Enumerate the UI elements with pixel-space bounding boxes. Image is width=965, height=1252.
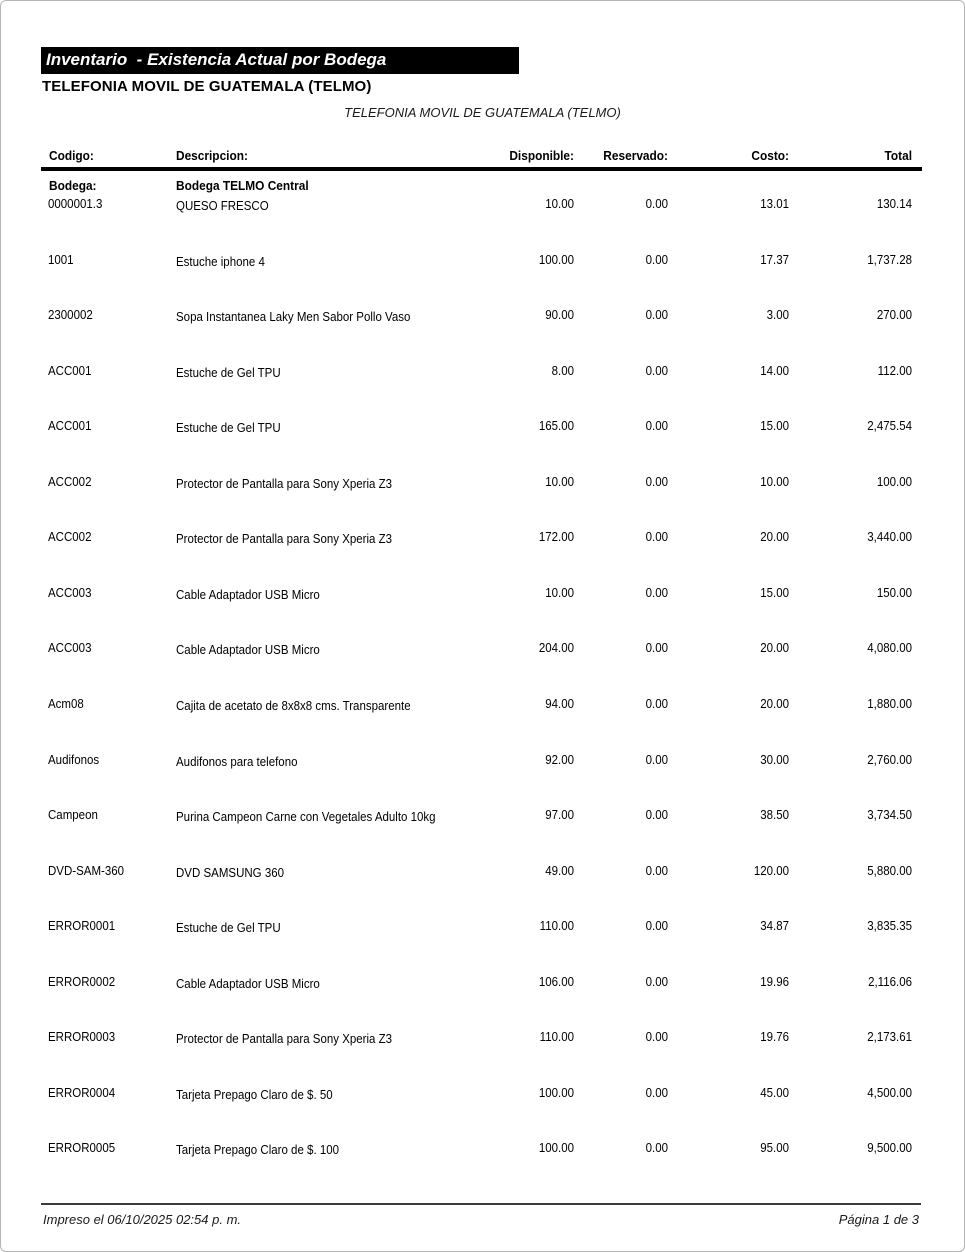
cell-reservado: 0.00 [645,308,668,322]
cell-descripcion: QUESO FRESCO [176,199,269,213]
cell-total: 1,880.00 [867,697,912,711]
cell-descripcion: Cable Adaptador USB Micro [176,588,320,602]
cell-descripcion: Tarjeta Prepago Claro de $. 50 [176,1088,333,1102]
table-row [1,696,964,712]
cell-descripcion: Purina Campeon Carne con Vegetales Adulto 10kg [176,810,436,824]
table-header-row [1,149,964,165]
cell-total: 3,440.00 [867,530,912,544]
cell-disponible: 172.00 [538,530,574,544]
cell-disponible: 49.00 [545,864,574,878]
cell-costo: 3.00 [766,308,789,322]
cell-reservado: 0.00 [645,586,668,600]
cell-disponible: 100.00 [538,1141,574,1155]
table-row [1,474,964,490]
cell-total: 130.14 [876,197,912,211]
printed-timestamp: Impreso el 06/10/2025 02:54 p. m. [43,1212,242,1227]
cell-descripcion: Protector de Pantalla para Sony Xperia Z3 [176,1032,393,1046]
cell-total: 5,880.00 [867,864,912,878]
cell-codigo: DVD-SAM-360 [48,864,125,878]
cell-costo: 10.00 [760,475,789,489]
cell-codigo: Acm08 [48,697,84,711]
cell-total: 4,500.00 [867,1086,912,1100]
cell-codigo: Campeon [48,808,98,822]
column-header-disponible: Disponible: [509,149,574,163]
cell-descripcion: Tarjeta Prepago Claro de $. 100 [176,1143,340,1157]
cell-costo: 38.50 [760,808,789,822]
cell-reservado: 0.00 [645,253,668,267]
cell-descripcion: DVD SAMSUNG 360 [176,866,285,880]
cell-codigo: ACC003 [48,586,92,600]
header-divider-rule [41,167,922,171]
table-row [1,363,964,379]
cell-reservado: 0.00 [645,753,668,767]
cell-costo: 95.00 [760,1141,789,1155]
cell-codigo: ACC001 [48,419,92,433]
cell-codigo: 0000001.3 [48,197,103,211]
cell-codigo: 1001 [48,253,74,267]
cell-disponible: 100.00 [538,253,574,267]
cell-codigo: ACC002 [48,530,92,544]
cell-codigo: ACC001 [48,364,92,378]
report-title-bar [41,47,519,74]
cell-reservado: 0.00 [645,197,668,211]
cell-reservado: 0.00 [645,864,668,878]
cell-costo: 17.37 [760,253,789,267]
company-name: TELEFONIA MOVIL DE GUATEMALA (TELMO) [42,78,372,95]
cell-costo: 19.76 [760,1030,789,1044]
cell-reservado: 0.00 [645,530,668,544]
cell-disponible: 10.00 [545,586,574,600]
cell-reservado: 0.00 [645,1030,668,1044]
cell-descripcion: Sopa Instantanea Laky Men Sabor Pollo Vaso [176,310,411,324]
cell-disponible: 100.00 [538,1086,574,1100]
page-number: Página 1 de 3 [838,1212,919,1227]
cell-reservado: 0.00 [645,475,668,489]
table-row [1,252,964,268]
column-header-costo: Costo: [751,149,789,163]
column-header-descripcion: Descripcion: [176,149,248,163]
cell-codigo: ERROR0002 [48,975,116,989]
cell-total: 112.00 [877,364,912,378]
report-subtitle: TELEFONIA MOVIL DE GUATEMALA (TELMO) [344,105,621,120]
cell-costo: 45.00 [760,1086,789,1100]
cell-costo: 20.00 [760,641,789,655]
cell-codigo: ERROR0003 [48,1030,116,1044]
cell-disponible: 10.00 [545,197,574,211]
cell-descripcion: Audifonos para telefono [176,755,298,769]
cell-total: 270.00 [876,308,912,322]
report-title: Inventario - Existencia Actual por Bodega [46,50,387,69]
cell-total: 3,734.50 [867,808,912,822]
cell-costo: 20.00 [760,697,789,711]
cell-costo: 34.87 [760,919,789,933]
cell-reservado: 0.00 [645,1086,668,1100]
cell-disponible: 106.00 [538,975,574,989]
cell-disponible: 92.00 [545,753,574,767]
table-row [1,974,964,990]
cell-reservado: 0.00 [645,919,668,933]
cell-costo: 19.96 [760,975,789,989]
cell-descripcion: Cable Adaptador USB Micro [176,977,320,991]
cell-descripcion: Estuche de Gel TPU [176,921,281,935]
cell-costo: 13.01 [760,197,789,211]
cell-total: 2,475.54 [867,419,912,433]
column-header-reservado: Reservado: [603,149,668,163]
cell-descripcion: Estuche iphone 4 [176,255,265,269]
column-header-total: Total [884,149,912,163]
table-row [1,1029,964,1045]
cell-descripcion: Estuche de Gel TPU [176,366,281,380]
table-row [1,807,964,823]
cell-costo: 30.00 [760,753,789,767]
cell-total: 4,080.00 [867,641,912,655]
cell-disponible: 8.00 [551,364,574,378]
table-row [1,585,964,601]
table-row [1,1085,964,1101]
cell-costo: 15.00 [760,586,789,600]
cell-reservado: 0.00 [645,364,668,378]
cell-reservado: 0.00 [645,1141,668,1155]
cell-costo: 20.00 [760,530,789,544]
cell-total: 9,500.00 [867,1141,912,1155]
cell-reservado: 0.00 [645,975,668,989]
warehouse-group-name: Bodega TELMO Central [176,179,309,193]
cell-costo: 15.00 [760,419,789,433]
table-row [1,1140,964,1156]
table-row [1,752,964,768]
cell-reservado: 0.00 [645,808,668,822]
cell-total: 1,737.28 [867,253,912,267]
cell-disponible: 110.00 [539,1030,574,1044]
warehouse-group-label: Bodega: [49,179,97,193]
cell-total: 2,116.06 [868,975,912,989]
cell-codigo: 2300002 [48,308,93,322]
cell-disponible: 204.00 [538,641,574,655]
cell-descripcion: Estuche de Gel TPU [176,421,281,435]
cell-disponible: 10.00 [545,475,574,489]
table-row [1,307,964,323]
cell-total: 2,760.00 [867,753,912,767]
cell-reservado: 0.00 [645,697,668,711]
cell-codigo: ERROR0001 [48,919,116,933]
table-row [1,529,964,545]
cell-total: 3,835.35 [867,919,912,933]
table-row [1,863,964,879]
cell-codigo: Audifonos [48,753,100,767]
cell-codigo: ERROR0004 [48,1086,116,1100]
cell-descripcion: Cable Adaptador USB Micro [176,643,320,657]
cell-total: 100.00 [876,475,912,489]
cell-disponible: 165.00 [538,419,574,433]
cell-disponible: 110.00 [539,919,574,933]
cell-codigo: ACC002 [48,475,92,489]
warehouse-group-row [1,179,964,195]
table-row [1,918,964,934]
cell-codigo: ERROR0005 [48,1141,116,1155]
cell-total: 150.00 [876,586,912,600]
cell-descripcion: Protector de Pantalla para Sony Xperia Z3 [176,532,393,546]
cell-descripcion: Cajita de acetato de 8x8x8 cms. Transparente [176,699,411,713]
cell-costo: 14.00 [760,364,789,378]
cell-descripcion: Protector de Pantalla para Sony Xperia Z3 [176,477,393,491]
table-row [1,418,964,434]
cell-disponible: 97.00 [545,808,574,822]
cell-total: 2,173.61 [867,1030,912,1044]
cell-reservado: 0.00 [645,419,668,433]
column-header-codigo: Codigo: [49,149,94,163]
table-row [1,196,964,212]
cell-disponible: 90.00 [545,308,574,322]
footer-divider-rule [41,1203,921,1205]
cell-reservado: 0.00 [645,641,668,655]
cell-disponible: 94.00 [545,697,574,711]
table-row [1,640,964,656]
cell-costo: 120.00 [753,864,789,878]
cell-codigo: ACC003 [48,641,92,655]
